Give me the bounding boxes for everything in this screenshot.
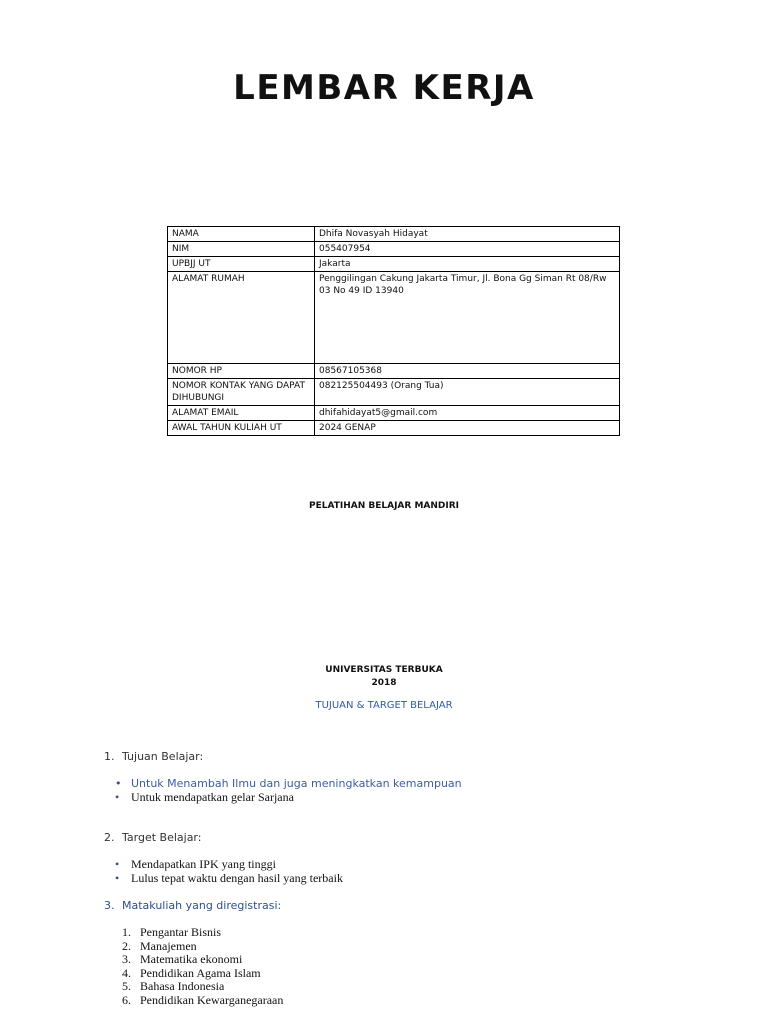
table-row: [168, 421, 620, 436]
table-row: [168, 227, 620, 242]
field-label: AWAL TAHUN KULIAH UT: [168, 421, 315, 436]
section-2-heading: [104, 831, 201, 844]
list-item: [122, 953, 283, 967]
field-value: Jakarta: [315, 257, 620, 272]
section-title: Target Belajar:: [122, 831, 202, 844]
document-title: LEMBAR KERJA: [233, 68, 535, 108]
course-name: Manajemen: [140, 938, 197, 953]
table-row: [168, 242, 620, 257]
field-value: 082125504493 (Orang Tua): [315, 379, 620, 406]
field-label: ALAMAT EMAIL: [168, 406, 315, 421]
section-number: 1.: [104, 750, 115, 763]
field-value: 055407954: [315, 242, 620, 257]
item-number: 5.: [122, 979, 131, 993]
field-value: Penggilingan Cakung Jakarta Timur, Jl. Bona Gg Siman Rt 08/Rw 03 No 49 ID 13940: [315, 272, 620, 364]
course-name: Pengantar Bisnis: [140, 925, 221, 939]
list-item: [122, 994, 283, 1008]
target-list: [113, 858, 343, 885]
field-label: NIM: [168, 242, 315, 257]
field-label: NOMOR HP: [168, 364, 315, 379]
table-row: [168, 364, 620, 379]
list-item: • Untuk mendapatkan gelar Sarjana: [113, 791, 462, 805]
field-label: NAMA: [168, 227, 315, 242]
item-number: 6.: [122, 992, 131, 1007]
item-number: 1.: [122, 925, 131, 939]
university-name: UNIVERSITAS TERBUKA: [325, 665, 443, 675]
section-number: 3.: [104, 899, 115, 912]
item-number: 2.: [122, 938, 131, 953]
table-row: [168, 257, 620, 272]
document-year: 2018: [371, 678, 397, 688]
field-label: ALAMAT RUMAH: [168, 272, 315, 364]
table-row: [168, 272, 620, 364]
section-number: 2.: [104, 831, 115, 844]
course-name: Bahasa Indonesia: [140, 979, 225, 993]
field-value: Dhifa Novasyah Hidayat: [315, 227, 620, 242]
section-heading: TUJUAN & TARGET BELAJAR: [315, 700, 453, 711]
list-item: • Untuk Menambah Ilmu dan juga meningkatkan kemampuan: [113, 777, 462, 791]
section-1-heading: [104, 750, 203, 763]
field-value: 2024 GENAP: [315, 421, 620, 436]
course-name: Pendidikan Agama Islam: [140, 965, 261, 980]
table-row: [168, 379, 620, 406]
course-name: Matematika ekonomi: [140, 952, 243, 966]
section-title: Tujuan Belajar:: [122, 750, 204, 763]
section-title: Matakuliah yang diregistrasi:: [122, 899, 282, 912]
tujuan-list: [113, 777, 462, 804]
course-name: Pendidikan Kewarganegaraan: [140, 992, 284, 1007]
list-item: • Mendapatkan IPK yang tinggi: [113, 858, 343, 872]
list-item: [122, 980, 283, 994]
field-label: NOMOR KONTAK YANG DAPAT DIHUBUNGI: [168, 379, 315, 406]
item-number: 4.: [122, 965, 131, 980]
course-list: [122, 926, 283, 1007]
list-item: [122, 940, 283, 954]
field-value: 08567105368: [315, 364, 620, 379]
student-info-table: [167, 226, 620, 436]
section-3-heading: [104, 899, 281, 912]
list-item: • Lulus tepat waktu dengan hasil yang terbaik: [113, 872, 343, 886]
list-item: [122, 967, 283, 981]
field-value: dhifahidayat5@gmail.com: [315, 406, 620, 421]
table-row: [168, 406, 620, 421]
field-label: UPBJJ UT: [168, 257, 315, 272]
list-item: [122, 926, 283, 940]
document-subtitle: PELATIHAN BELAJAR MANDIRI: [308, 501, 460, 511]
item-number: 3.: [122, 952, 131, 966]
